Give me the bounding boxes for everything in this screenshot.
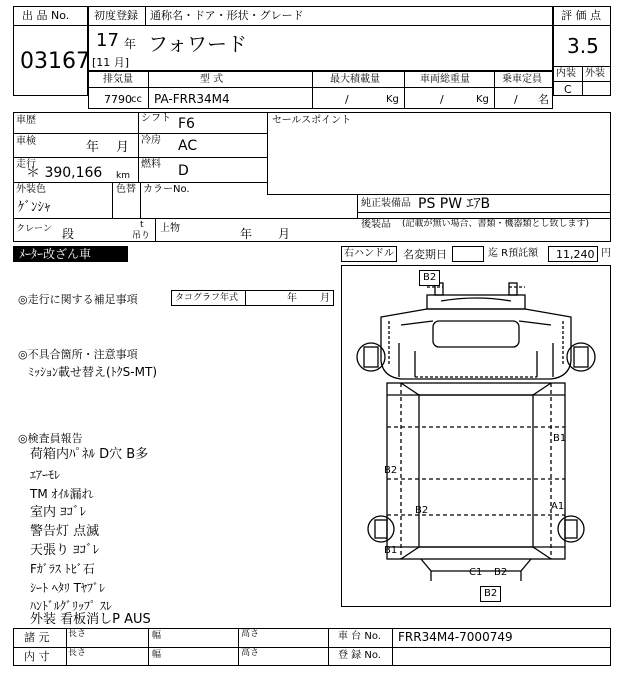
lot-no-label: 出 品 No. bbox=[22, 9, 70, 22]
inspector-line: 外装 看板消しP AUS bbox=[30, 612, 151, 627]
mileage-value: ＊ 390,166 bbox=[26, 165, 103, 181]
tachograph-year: 年 bbox=[287, 293, 297, 304]
year-unit: 年 bbox=[124, 37, 137, 51]
max-load-value: / bbox=[345, 93, 349, 106]
damage-mark: B1 bbox=[384, 545, 398, 556]
exterior-label: 外装 bbox=[585, 68, 605, 79]
year-value: 17 bbox=[96, 30, 119, 51]
ac-label: 冷房 bbox=[141, 135, 161, 146]
sales-point-label: セールスポイント bbox=[272, 115, 352, 126]
inspector-line: Fｶﾞﾗｽ ﾄﾋﾞ石 bbox=[30, 562, 95, 576]
taka-label: 高さ bbox=[241, 629, 260, 639]
recycle-label: 迄 R預託額 bbox=[488, 248, 539, 259]
mount-year: 年 bbox=[240, 227, 253, 241]
displacement-label: 排気量 bbox=[103, 74, 133, 85]
damage-mark: A1 bbox=[551, 501, 565, 512]
crane-hang: 吊り bbox=[132, 231, 151, 241]
shift-label: シフト bbox=[141, 113, 171, 124]
damage-mark: B2 bbox=[384, 465, 398, 476]
std-equipment-label: 純正装備品 bbox=[361, 198, 411, 209]
crane-tons: t bbox=[140, 220, 144, 230]
truck-outline bbox=[341, 265, 611, 607]
ext-color-value: ｹﾞﾝｼｬ bbox=[18, 200, 51, 215]
aftermarket-label: 後装品 bbox=[361, 219, 391, 230]
score-value: 3.5 bbox=[567, 34, 599, 58]
inspector-label: ◎検査員報告 bbox=[18, 432, 83, 445]
inspector-line: ｴｱｰﾓﾚ bbox=[30, 468, 61, 482]
inspection-year: 年 bbox=[86, 140, 100, 155]
driving-notes-label: ◎走行に関する補足事項 bbox=[18, 293, 138, 306]
naga-label: 長さ bbox=[68, 648, 87, 658]
gross-weight-unit: Kg bbox=[476, 94, 489, 105]
color-no-label: 色替 bbox=[116, 184, 136, 195]
capacity-unit: 名 bbox=[538, 93, 549, 106]
odometer-tamper-badge: ﾒｰﾀｰ改ざん車 bbox=[13, 246, 128, 262]
model-code: PA-FRR34M4 bbox=[154, 92, 230, 106]
crane-label: クレーン bbox=[16, 224, 52, 234]
inspector-line: 荷箱内ﾊﾟﾈﾙ D穴 B多 bbox=[30, 447, 149, 462]
defects-label: ◎不具合箇所・注意事項 bbox=[18, 348, 138, 361]
max-load-label: 最大積載量 bbox=[330, 74, 380, 85]
damage-mark: C1 bbox=[469, 567, 483, 578]
capacity-label: 乗車定員 bbox=[502, 74, 542, 85]
fuel-value: D bbox=[178, 163, 189, 179]
gross-weight-label: 車両総重量 bbox=[420, 74, 470, 85]
inspector-line: ｼｰﾄ ﾍﾀﾘ Tﾔﾌﾞﾚ bbox=[30, 581, 105, 595]
sho-label: 諸 元 bbox=[24, 631, 50, 644]
name-label: 通称名・ドア・形状・グレード bbox=[150, 9, 304, 22]
damage-mark-box: B2 bbox=[480, 586, 501, 602]
name-change-label: 名変期日 bbox=[403, 248, 447, 261]
capacity-value: / bbox=[514, 93, 518, 106]
inspection-month: 月 bbox=[116, 140, 130, 155]
ac-value: AC bbox=[178, 138, 198, 154]
shift-value: F6 bbox=[178, 116, 195, 132]
interior-grade: C bbox=[564, 83, 572, 96]
model-label: 型 式 bbox=[200, 74, 224, 85]
chassis-label: 車 台 No. bbox=[338, 631, 381, 642]
car-name: フォワード bbox=[148, 32, 247, 56]
naga-label: 長さ bbox=[68, 629, 87, 639]
inspector-line: 警告灯 点滅 bbox=[30, 524, 100, 539]
name-change-box bbox=[452, 246, 484, 262]
damage-mark: B1 bbox=[553, 433, 567, 444]
std-equipment-value: PS PW ｴｱB bbox=[418, 196, 491, 212]
inspector-line: 室内 ﾖｺﾞﾚ bbox=[30, 505, 87, 520]
damage-mark: B2 bbox=[494, 567, 508, 578]
defects-line: ﾐｯｼｮﾝ載せ替え(ﾄｸS-MT) bbox=[28, 365, 157, 379]
damage-mark-box: B2 bbox=[419, 270, 440, 286]
taka-label: 高さ bbox=[241, 648, 260, 658]
inspection-label: 車検 bbox=[16, 136, 36, 147]
aftermarket-note: (記載が無い場合、書類・機器類とし致します) bbox=[402, 219, 590, 229]
first-reg-label: 初度登録 bbox=[94, 9, 138, 22]
chassis-no: FRR34M4-7000749 bbox=[398, 630, 513, 644]
tachograph-month: 月 bbox=[320, 293, 330, 304]
haba-label: 幅 bbox=[152, 631, 162, 641]
gross-weight-value: / bbox=[440, 93, 444, 106]
ext-color-label: 外装色 bbox=[16, 184, 46, 195]
month-value: [11 月] bbox=[92, 56, 130, 69]
damage-mark: B2 bbox=[415, 505, 429, 516]
tachograph-label: タコグラフ年式 bbox=[175, 293, 239, 303]
mount-month: 月 bbox=[278, 227, 291, 241]
lot-no: 03167 bbox=[20, 49, 90, 74]
crane-steps: 段 bbox=[62, 227, 75, 241]
mileage-label: 走行 bbox=[16, 159, 36, 170]
displacement-unit: cc bbox=[131, 94, 142, 105]
history-label: 車歴 bbox=[16, 115, 36, 126]
inner-label: 内 寸 bbox=[24, 650, 50, 663]
fuel-label: 燃料 bbox=[141, 159, 161, 170]
inspector-line: 天張り ﾖｺﾞﾚ bbox=[30, 543, 100, 558]
right-hand-label: 右ハンドル bbox=[344, 248, 394, 259]
inspector-line: TM ｵｲﾙ漏れ bbox=[30, 487, 94, 501]
mileage-unit: km bbox=[116, 171, 130, 181]
interior-label: 内装 bbox=[556, 68, 576, 79]
score-label: 評 価 点 bbox=[561, 9, 601, 22]
mount-label: 上物 bbox=[160, 223, 180, 234]
max-load-unit: Kg bbox=[386, 94, 399, 105]
displacement-value: 7790 bbox=[104, 93, 132, 106]
recycle-unit: 円 bbox=[601, 248, 611, 259]
inspector-line: ﾊﾝﾄﾞﾙｸﾞﾘｯﾌﾟ ｽﾚ bbox=[30, 599, 112, 613]
color-code-label: カラーNo. bbox=[143, 184, 190, 195]
recycle-amount: 11,240 bbox=[556, 248, 595, 261]
haba-label: 幅 bbox=[152, 650, 162, 660]
reg-label: 登 録 No. bbox=[338, 650, 381, 661]
